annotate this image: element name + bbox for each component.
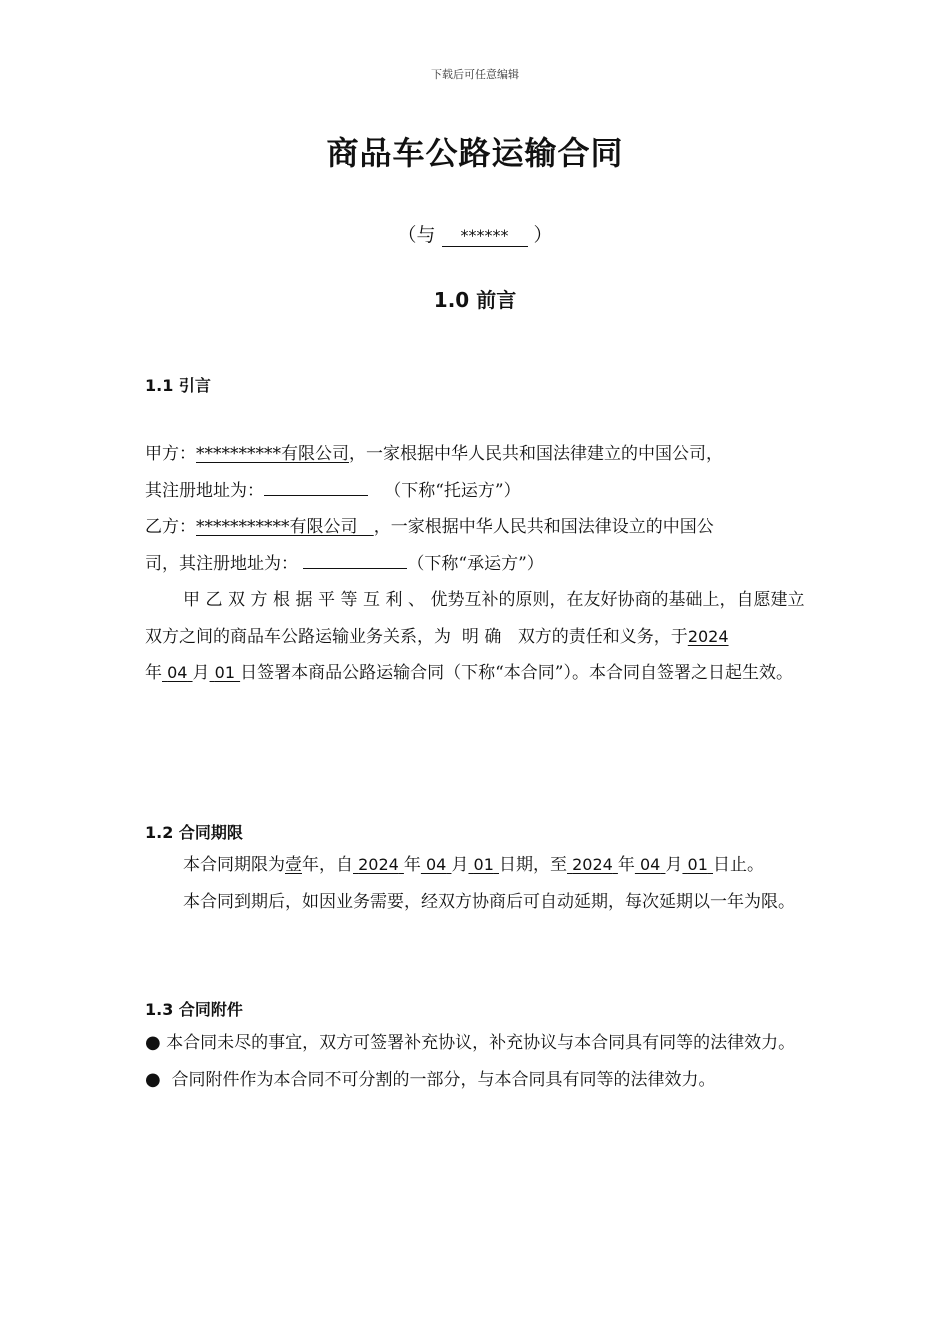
intro-paragraph: 甲乙双方根据平等互利、优势互补的原则，在友好协商的基础上，自愿建立双方之间的商品车公路运输业务关系，为 明确 双方的责任和义务，于2024年 04 月 01 日签署本商品公路运输合同（下称“本合同”）。本合同自签署之日起生效。: [145, 590, 805, 683]
party-b-line: 乙方：***********有限公司 ，一家根据中华人民共和国法律设立的中国公: [145, 517, 714, 537]
section-heading-preface: 1.0 前言: [433, 288, 517, 312]
sign-day: 01: [214, 663, 235, 682]
document-title: 商品车公路运输合同: [326, 134, 624, 172]
party-b-name: ***********有限公司: [196, 517, 358, 537]
sign-month: 04: [167, 663, 188, 682]
attachments-list: [145, 1025, 805, 1098]
term-line: 本合同期限为壹年，自 2024 年 04 月 01 日期，至 2024 年 04 月 01 日止。: [183, 855, 764, 875]
end-day: 01: [687, 855, 708, 874]
party-a-line: 甲方：**********有限公司，一家根据中华人民共和国法律建立的中国公司，: [145, 444, 723, 464]
party-a-address-blank: [264, 481, 368, 496]
party-b-address-line: 司，其注册地址为： （下称“承运方”）: [145, 553, 544, 574]
counterparty-blank: ******: [442, 226, 528, 247]
party-b-address-blank: [303, 554, 407, 569]
counterparty-suffix: ）: [533, 224, 553, 246]
end-month: 04: [640, 855, 661, 874]
sign-year: 2024: [687, 626, 729, 646]
start-year: 2024: [358, 855, 399, 874]
term-extension-paragraph: 本合同到期后，如因业务需要，经双方协商后可自动延期，每次延期以一年为限。: [183, 891, 795, 912]
bullet-icon: ●: [145, 1032, 161, 1053]
subheading-contract-term: 1.2 合同期限: [145, 823, 243, 842]
end-year: 2024: [572, 855, 613, 874]
party-a-address-line: 其注册地址为： （下称“托运方”）: [145, 480, 521, 501]
counterparty-line: [0, 220, 950, 247]
list-item: ● 合同附件作为本合同不可分割的一部分，与本合同具有同等的法律效力。: [145, 1068, 716, 1090]
header-note: 下载后可任意编辑: [431, 68, 519, 81]
subheading-attachments: 1.3 合同附件: [145, 1000, 243, 1019]
counterparty-prefix: （与: [397, 224, 436, 246]
term-paragraph: [145, 847, 805, 920]
party-a-name: **********有限公司: [196, 444, 349, 464]
parties-paragraph: [145, 436, 805, 692]
list-item: ● 本合同未尽的事宜，双方可签署补充协议，补充协议与本合同具有同等的法律效力。: [145, 1032, 796, 1053]
start-month: 04: [426, 855, 447, 874]
start-day: 01: [473, 855, 494, 874]
bullet-icon: ●: [145, 1068, 161, 1090]
subheading-introduction: 1.1 引言: [145, 376, 211, 395]
term-years: 壹: [285, 855, 302, 875]
